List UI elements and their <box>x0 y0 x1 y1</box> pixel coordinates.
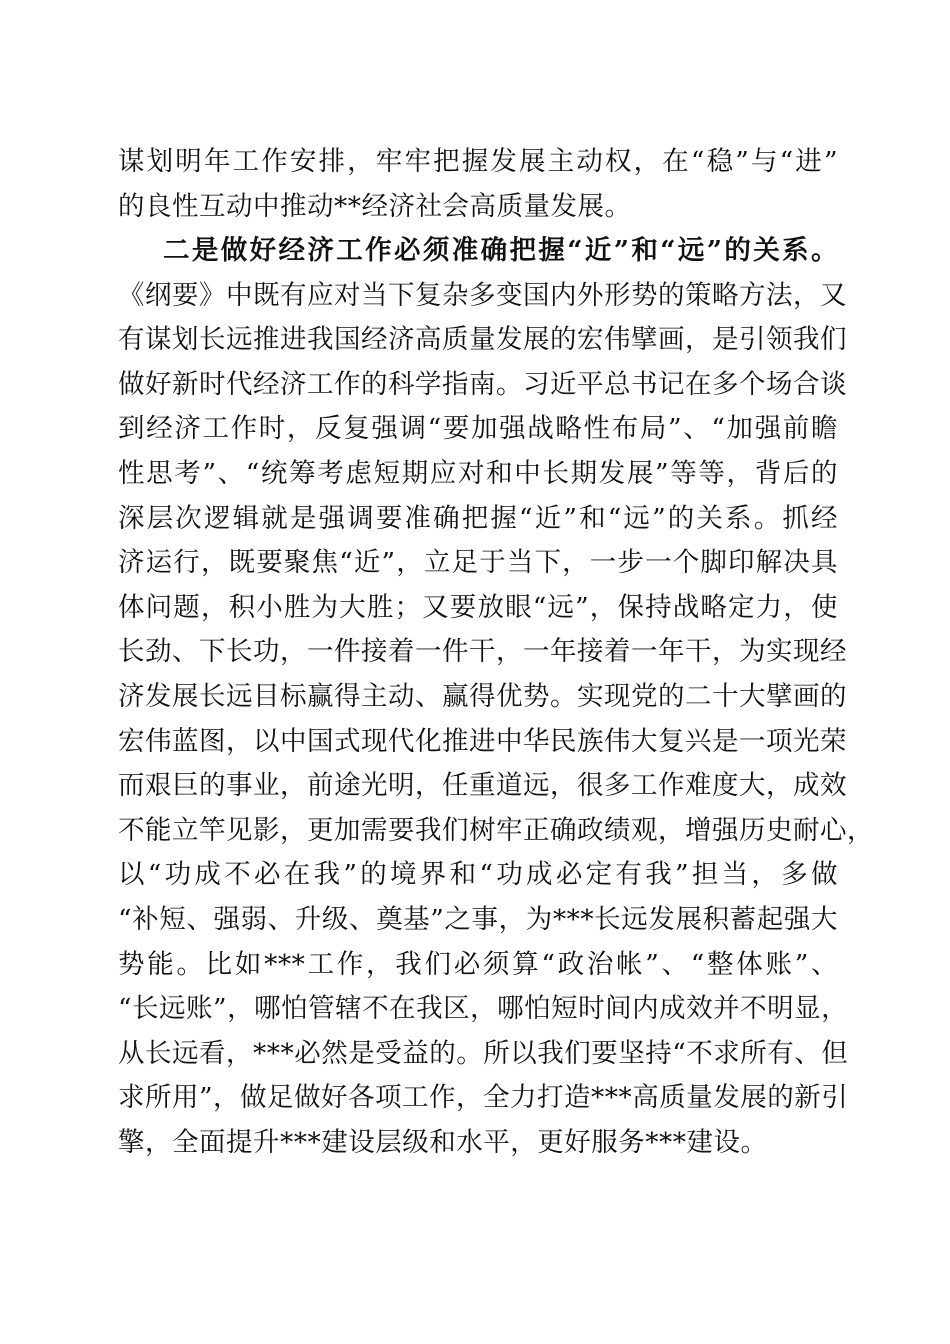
paragraph-heading-line: 二是做好经济工作必须准确把握“近”和“远”的关系。 <box>163 235 838 266</box>
paragraph-line: 济发展长远目标赢得主动、赢得优势。实现党的二十大擘画的 <box>118 680 847 712</box>
paragraph-line: 势能。比如***工作，我们必须算“政治帐”、“整体账”、 <box>118 948 838 980</box>
paragraph-line: 性思考”、“统筹考虑短期应对和中长期发展”等等，背后的 <box>118 457 838 489</box>
paragraph-line: 深层次逻辑就是强调要准确把握“近”和“远”的关系。抓经 <box>118 502 838 534</box>
paragraph-line: 济运行，既要聚焦“近”，立足于当下，一步一个脚印解决具 <box>118 547 838 579</box>
paragraph-line: 而艰巨的事业，前途光明，任重道远，很多工作难度大，成效 <box>118 770 847 802</box>
paragraph-line: 到经济工作时，反复强调“要加强战略性布局”、“加强前瞻 <box>118 413 838 445</box>
paragraph-line: 擎，全面提升***建设层级和水平，更好服务***建设。 <box>118 1126 768 1158</box>
paragraph-line: 谋划明年工作安排，牢牢把握发展主动权，在“稳”与“进” <box>118 146 838 177</box>
paragraph-continued <box>118 140 838 229</box>
paragraph-line: “补短、强弱、升级、奠基”之事，为***长远发展积蓄起强大 <box>118 903 838 935</box>
paragraph-line: 从长远看，***必然是受益的。所以我们要坚持“不求所有、但 <box>118 1037 849 1069</box>
paragraph-line: 宏伟蓝图，以中国式现代化推进中华民族伟大复兴是一项光荣 <box>118 725 847 757</box>
paragraph-line: 有谋划长远推进我国经济高质量发展的宏伟擘画，是引领我们 <box>118 324 847 356</box>
paragraph-line: “长远账”，哪怕管辖不在我区，哪怕短时间内成效并不明显， <box>118 993 849 1025</box>
paragraph-line: 的良性互动中推动**经济社会高质量发展。 <box>118 190 632 222</box>
paragraph-line: 长劲、下长功，一件接着一件干，一年接着一年干，为实现经 <box>118 636 847 668</box>
paragraph-line: 体问题，积小胜为大胜；又要放眼“远”，保持战略定力，使 <box>118 591 838 623</box>
paragraph-two <box>118 229 874 1165</box>
paragraph-line: 《纲要》中既有应对当下复杂多变国内外形势的策略方法，又 <box>118 279 847 311</box>
paragraph-line: 不能立竿见影，更加需要我们树牢正确政绩观，增强历史耐心， <box>118 814 874 846</box>
paragraph-line: 做好新时代经济工作的科学指南。习近平总书记在多个场合谈 <box>118 368 847 400</box>
paragraph-line: 求所用”，做足做好各项工作，全力打造***高质量发展的新引 <box>118 1082 849 1114</box>
paragraph-line: 以“功成不必在我”的境界和“功成必定有我”担当，多做 <box>118 859 838 891</box>
